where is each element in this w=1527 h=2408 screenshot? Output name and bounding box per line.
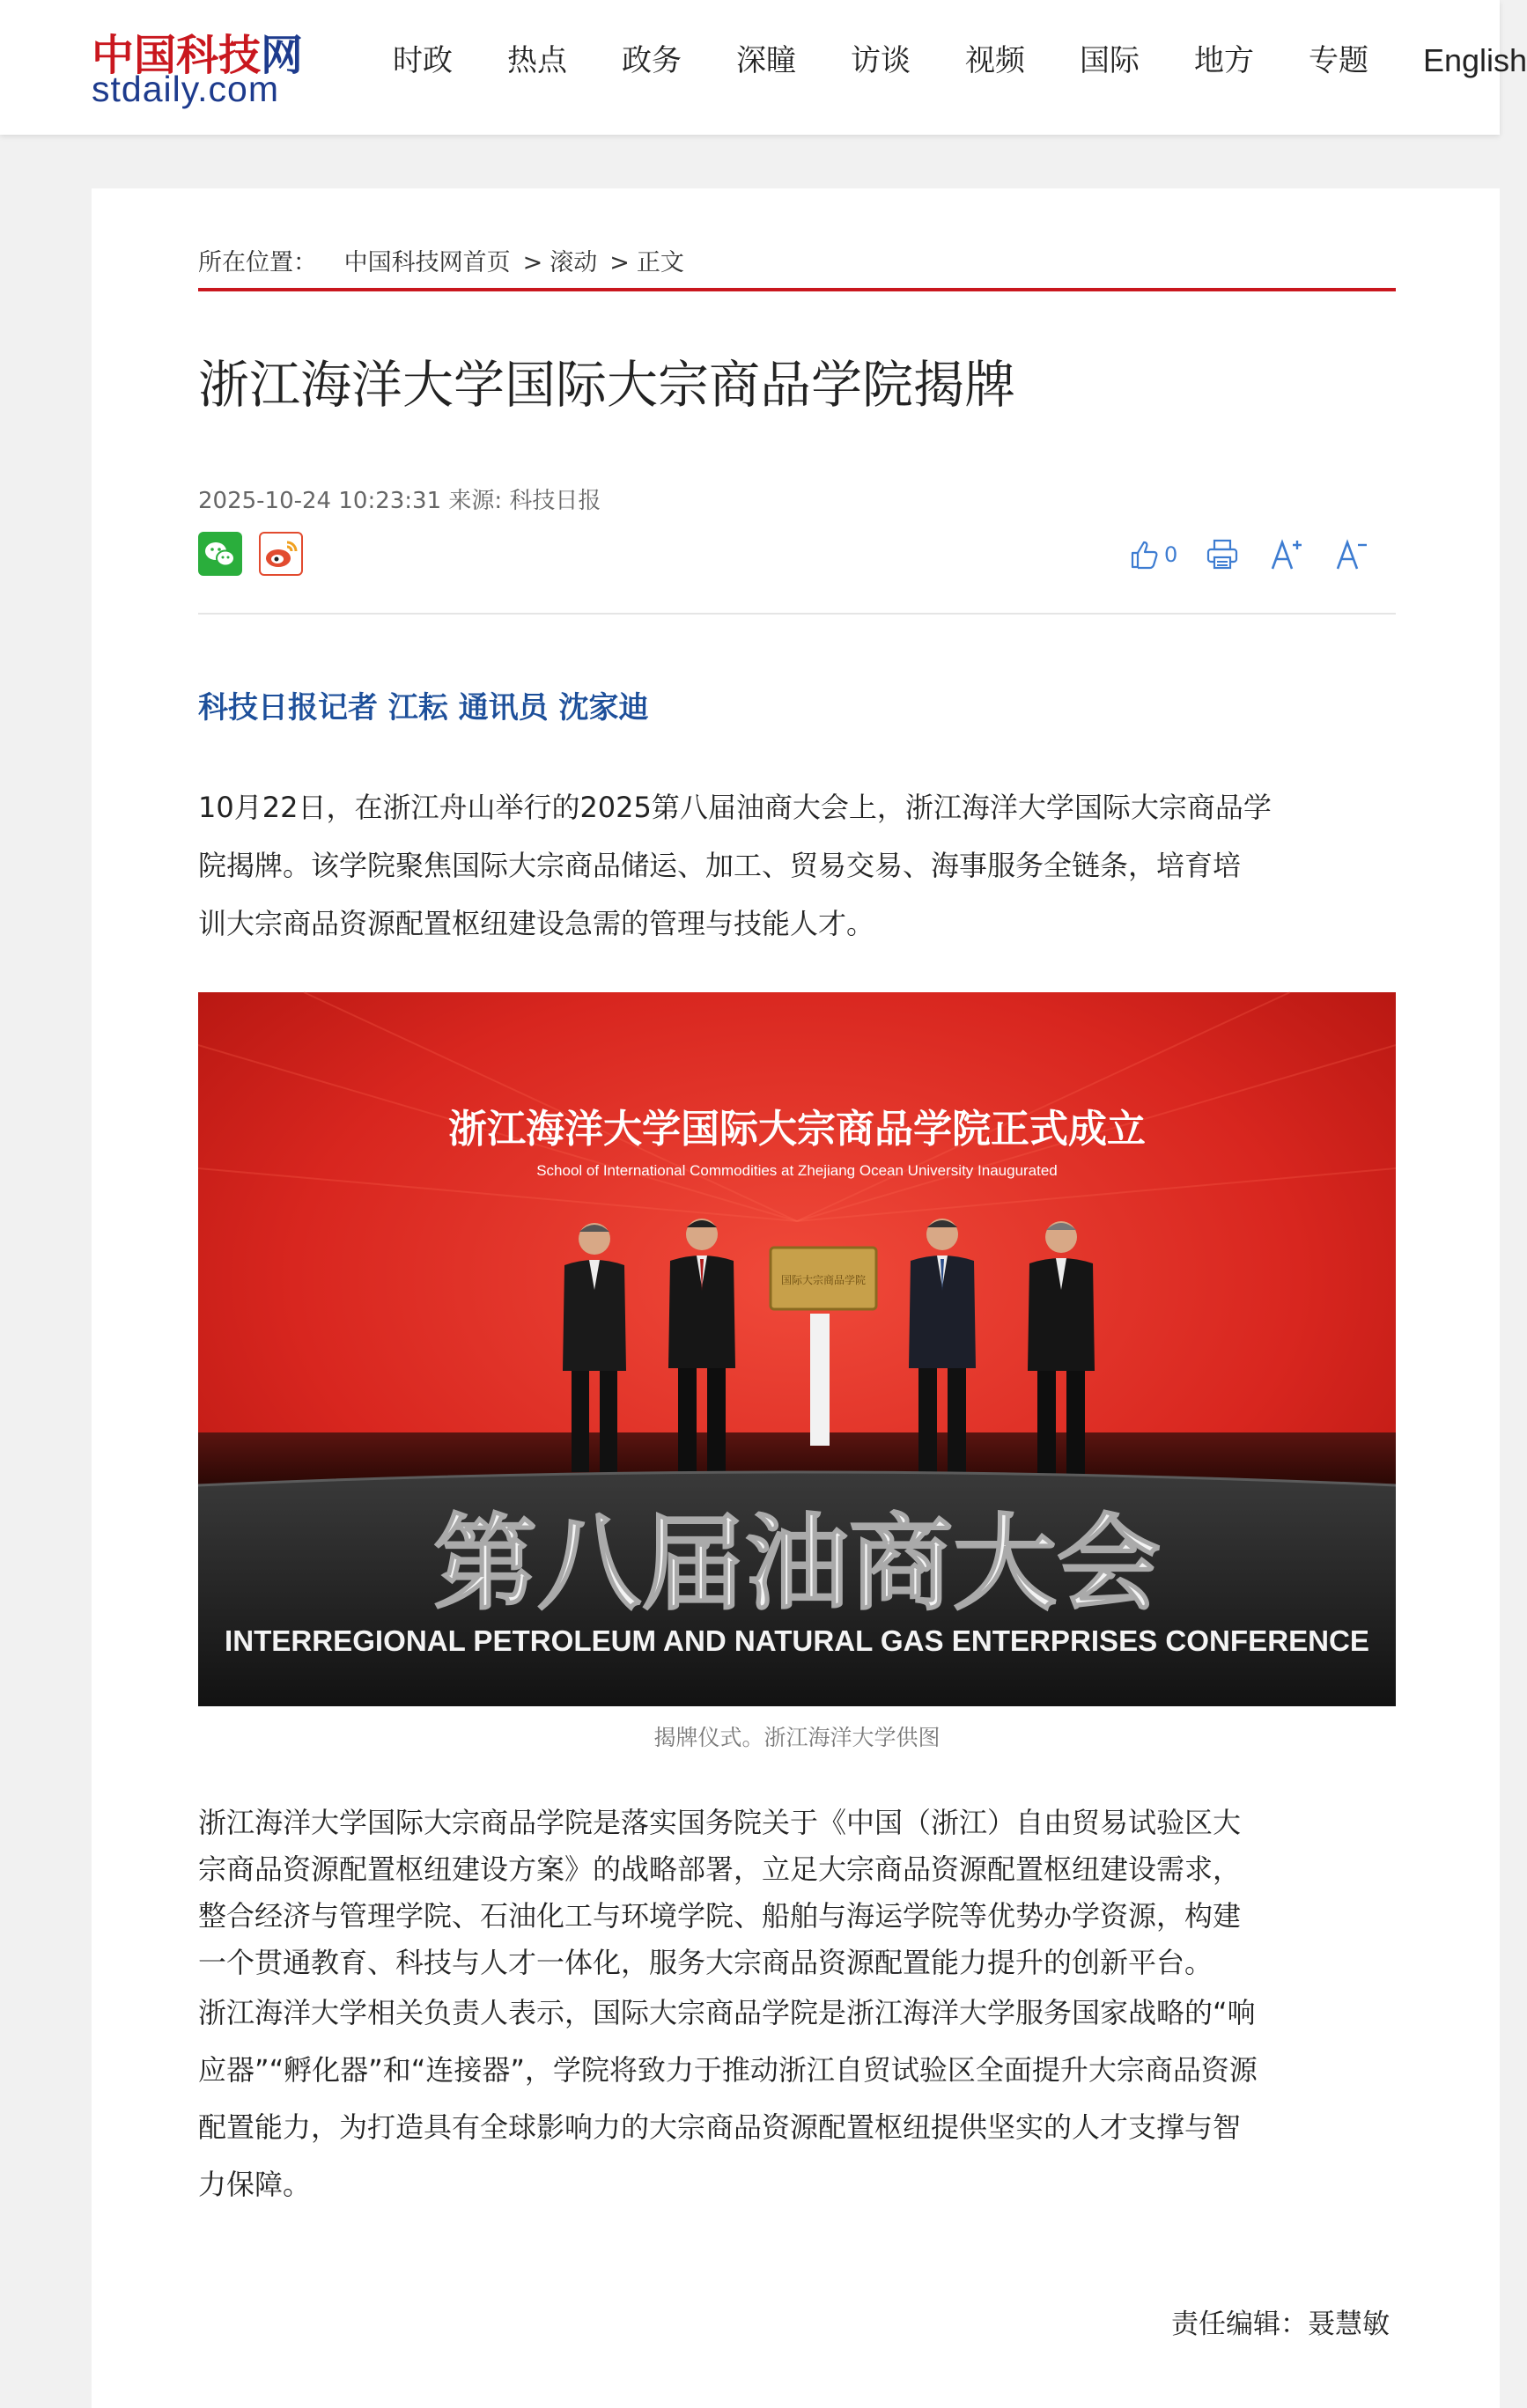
logo-english: stdaily.com [92, 69, 280, 109]
breadcrumb-scroll[interactable]: 滚动 [550, 249, 598, 276]
like-count: 0 [1164, 542, 1178, 567]
photo-stage-cn: 第八届油商大会 [432, 1503, 1162, 1624]
nav-item-hot[interactable]: 热点 [507, 43, 567, 78]
font-decrease-icon [1332, 535, 1371, 574]
nav-item-deep[interactable]: 深瞳 [736, 43, 796, 78]
photo-caption: 揭牌仪式。浙江海洋大学供图 [653, 1725, 941, 1750]
site-logo[interactable] [88, 18, 308, 109]
breadcrumb-home[interactable]: 中国科技网首页 [343, 249, 511, 276]
main-nav [393, 37, 1527, 85]
nav-item-international[interactable]: 国际 [1080, 43, 1140, 78]
weibo-share-icon[interactable] [259, 532, 303, 576]
nav-item-video[interactable]: 视频 [965, 43, 1025, 78]
print-icon [1204, 536, 1241, 573]
font-increase-button[interactable] [1267, 535, 1306, 574]
nav-item-topics[interactable]: 专题 [1309, 43, 1368, 78]
article-paragraph-1: 10月22日，在浙江舟山举行的2025第八届油商大会上，浙江海洋大学国际大宗商品学 院揭牌。该学院聚焦国际大宗商品储运、加工、贸易交易、海事服务全链条，培育培 训大宗商品资源配置枢纽建设急需的管理与技能人才。 [198, 791, 1272, 940]
logo-chinese: 中国科技网 [92, 31, 304, 80]
font-increase-icon [1267, 535, 1306, 574]
wechat-share-icon[interactable] [198, 532, 242, 576]
nav-item-english[interactable]: English [1423, 42, 1527, 78]
article-tools [1127, 528, 1371, 581]
nav-item-government[interactable]: 政务 [622, 43, 682, 78]
breadcrumb-label: 所在位置： [198, 249, 317, 276]
nav-item-politics[interactable]: 时政 [393, 43, 453, 78]
meta-divider [198, 613, 1396, 615]
breadcrumb [198, 243, 690, 277]
breadcrumb-current: 正文 [636, 249, 684, 276]
article-title: 浙江海洋大学国际大宗商品学院揭牌 [198, 355, 1016, 415]
like-button[interactable] [1127, 537, 1177, 572]
photo-banner-cn: 浙江海洋大学国际大宗商品学院正式成立 [448, 1107, 1146, 1152]
article-paragraph-2: 浙江海洋大学国际大宗商品学院是落实国务院关于《中国（浙江）自由贸易试验区大 宗商品资源配置枢纽建设方案》的战略部署，立足大宗商品资源配置枢纽建设需求， 整合经济与管理学院、石油化工与环境学院、船舶与海运学院等优势办学资源，构建 一个贯通教育、科技与人才一体化，服务大宗商品资源配置能力提升的创新平台。 [198, 1806, 1242, 1979]
title-divider [198, 288, 1396, 291]
breadcrumb-separator: > [609, 249, 630, 276]
article-paragraph-3: 浙江海洋大学相关负责人表示，国际大宗商品学院是浙江海洋大学服务国家战略的“响 应器”“孵化器”和“连接器”，学院将致力于推动浙江自贸试验区全面提升大宗商品资源 配置能力，为打造具有全球影响力的大宗商品资源配置枢纽提供坚实的人才支撑与智 力保障。 [198, 1996, 1258, 2201]
print-button[interactable] [1204, 536, 1241, 573]
article-photo [198, 992, 1396, 1706]
article-editor: 责任编辑：聂慧敏 [1171, 2309, 1390, 2340]
nav-item-local[interactable]: 地方 [1194, 43, 1254, 78]
svg-text:国际大宗商品学院: 国际大宗商品学院 [780, 1274, 867, 1286]
site-header [0, 0, 1527, 135]
font-decrease-button[interactable] [1332, 535, 1371, 574]
thumbs-up-icon [1127, 537, 1162, 572]
nav-item-interview[interactable]: 访谈 [851, 43, 911, 78]
photo-banner-en: School of International Commodities at Zhejiang Ocean University Inaugurated [536, 1162, 1058, 1179]
article-reporter: 科技日报记者 江耘 通讯员 沈家迪 [198, 690, 649, 725]
breadcrumb-separator: > [522, 249, 543, 276]
photo-stage-en: INTERREGIONAL PETROLEUM AND NATURAL GAS ENTERPRISES CONFERENCE [225, 1624, 1370, 1657]
article-meta: 2025-10-24 10:23:31 来源: 科技日报 [198, 488, 601, 514]
